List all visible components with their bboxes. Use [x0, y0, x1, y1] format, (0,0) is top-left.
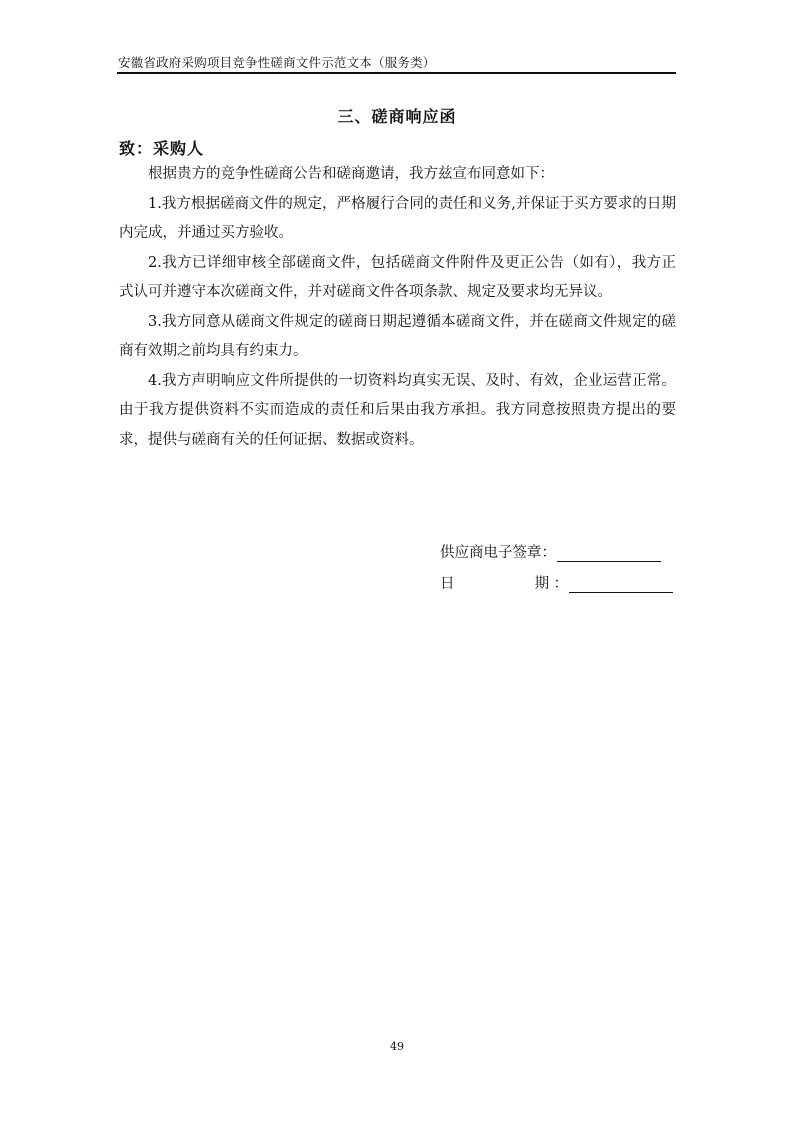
clause-paragraph: 1.我方根据磋商文件的规定，严格履行合同的责任和义务,并保证于买方要求的日期内完成，并通过买方验收。 [119, 195, 676, 241]
supplier-signature-label: 供应商电子签章： [440, 545, 556, 561]
supplier-signature-row [440, 541, 661, 562]
supplier-signature-field[interactable] [557, 543, 661, 562]
letter-body [119, 160, 676, 455]
header-rule [117, 72, 676, 74]
page-number: 49 [390, 1040, 404, 1053]
date-label: 日 期： [440, 576, 568, 592]
section-title: 三、磋商响应函 [337, 107, 457, 126]
date-row [440, 572, 673, 593]
clause-paragraph: 4.我方声明响应文件所提供的一切资料均真实无误、及时、有效，企业运营正常。由于我方提供资料不实而造成的责任和后果由我方承担。我方同意按照贵方提出的要求，提供与磋商有关的任何证据、数据或资料。 [119, 372, 676, 448]
date-field[interactable] [569, 574, 673, 593]
clause-paragraph: 3.我方同意从磋商文件规定的磋商日期起遵循本磋商文件，并在磋商文件规定的磋商有效期之前均具有约束力。 [119, 313, 676, 359]
running-header: 安徽省政府采购项目竞争性磋商文件示范文本（服务类） [118, 55, 436, 70]
recipient-line: 致：采购人 [119, 139, 205, 158]
intro-paragraph: 根据贵方的竞争性磋商公告和磋商邀请，我方兹宣布同意如下： [148, 166, 554, 182]
clause-paragraph: 2.我方已详细审核全部磋商文件，包括磋商文件附件及更正公告（如有），我方正式认可并遵守本次磋商文件，并对磋商文件各项条款、规定及要求均无异议。 [119, 254, 676, 300]
